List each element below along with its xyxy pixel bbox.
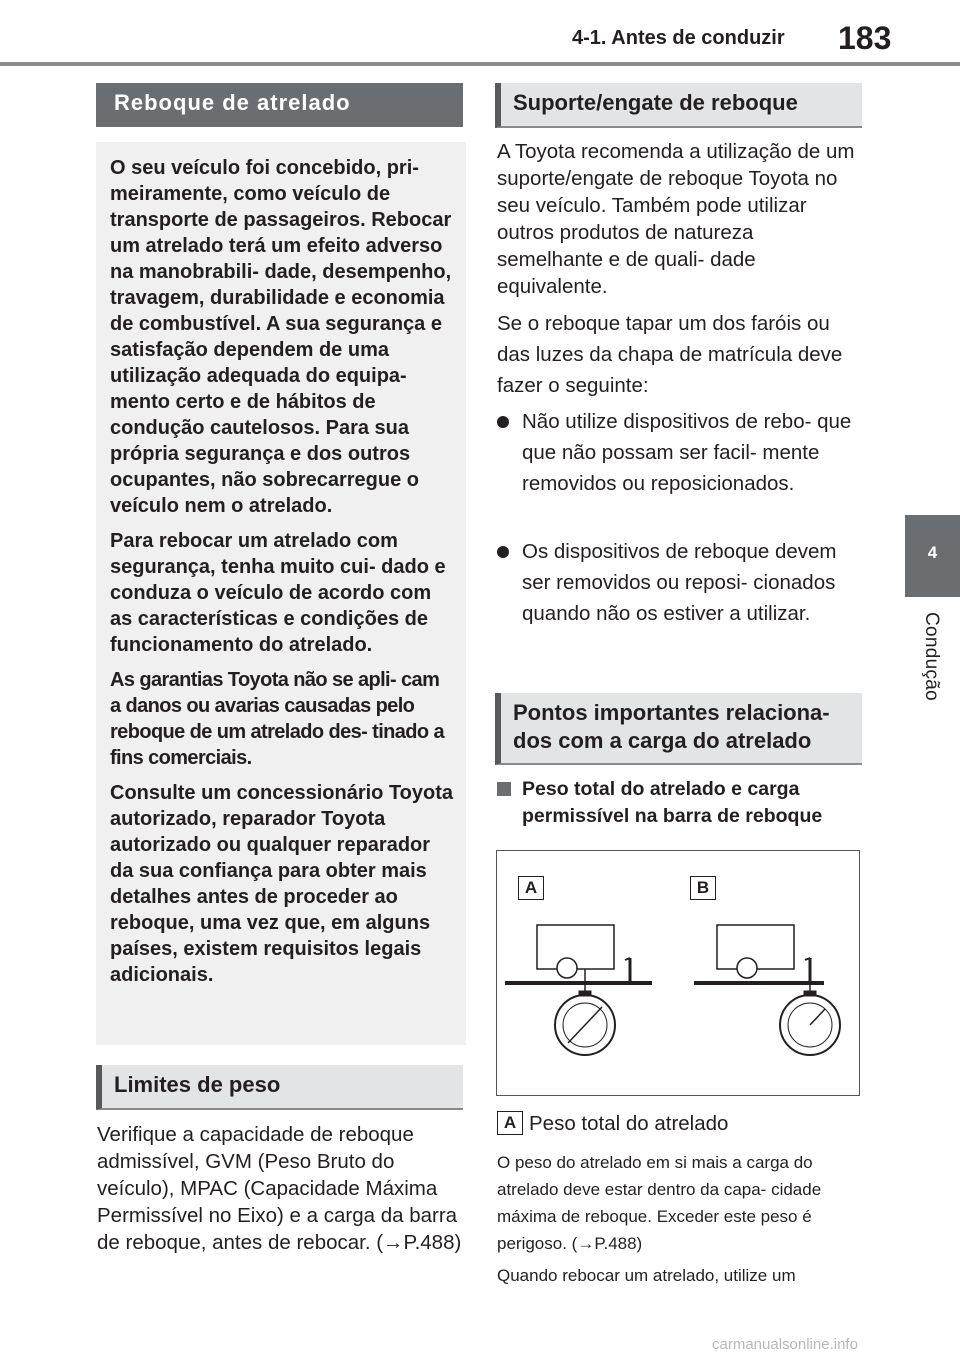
watermark: carmanualsonline.info (712, 1336, 858, 1353)
towing-note (497, 1262, 867, 1289)
warning-paragraph: As garantias Toyota não se apli- cam a danos ou avarias causadas pelo reboque de um atrelado des- tinado a fins comerciais. (110, 669, 445, 769)
caption-label: A (497, 1111, 523, 1135)
square-bullet-icon (497, 782, 511, 796)
bullet-dot-icon (497, 546, 509, 558)
bullet-item: Não utilize dispositivos de rebo- que que não possam ser facil- mente removidos ou reposicionados. (497, 406, 852, 499)
warning-box (96, 142, 466, 1045)
towing-paragraph: Quando rebocar um atrelado, utilize um (497, 1266, 796, 1285)
heading-tow-hitch: Suporte/engate de reboque (495, 83, 862, 128)
header-rule (0, 62, 960, 66)
chapter-name: Condução (921, 612, 942, 702)
warning-paragraph: Consulte um concessionário Toyota autorizado, reparador Toyota autorizado ou qualquer reparador da sua confiança para obter mais detalhes antes de proceder ao reboque, uma vez que, em alguns países, existem requisitos legais adicionais. (110, 782, 454, 986)
page-number: 183 (838, 20, 892, 56)
figure-caption (497, 1112, 728, 1137)
diagram-a-trailer-scale (505, 925, 652, 1055)
weight-diagram-graphic (497, 851, 861, 1097)
chapter-tab[interactable] (905, 515, 960, 597)
warning-paragraph: O seu veículo foi concebido, pri- meiramente, como veículo de transporte de passageiros. Rebocar um atrelado terá um efeito adverso na manobrabili- dade, desempenho, travagem, durabilidade e economia de combustível. A sua segurança e satisfação dependem de uma utilização adequada do equipa- mento certo e de hábitos de condução cautelosos. Para sua própria segurança e dos outros ocupantes, não sobrecarregue o veículo nem o atrelado. (110, 157, 452, 517)
bullet-item: Os dispositivos de reboque devem ser removidos ou reposi- cionados quando não os estiver a utilizar. (497, 536, 852, 629)
weight-limits-text (97, 1121, 462, 1256)
weight-diagram (496, 850, 860, 1096)
trailer-weight-paragraph: O peso do atrelado em si mais a carga do atrelado deve estar dentro da capa- cidade máxima de reboque. Exceder este peso é perigoso. (→P.488) (497, 1153, 822, 1253)
lights-text (497, 308, 857, 401)
tow-hitch-text (497, 138, 857, 300)
trailer-weight-note (497, 1149, 867, 1257)
subheading-total-weight: Peso total do atrelado e carga permissível na barra de reboque (497, 776, 867, 830)
weight-limits-paragraph: Verifique a capacidade de reboque admissível, GVM (Peso Bruto do veículo), MPAC (Capacidade Máxima Permissível no Eixo) e a carga da barra de reboque, antes de rebocar. (→P.488) (97, 1123, 462, 1254)
heading-weight-limits: Limites de peso (96, 1065, 463, 1110)
diagram-label-a: A (518, 876, 544, 900)
heading-trailer-towing: Reboque de atrelado (96, 83, 463, 127)
section-title: 4-1. Antes de conduzir (572, 27, 785, 49)
heading-trailer-load: Pontos importantes relaciona- dos com a carga do atrelado (495, 693, 862, 765)
warning-paragraph: Para rebocar um atrelado com segurança, tenha muito cui- dado e conduza o veículo de acordo com as características e condições de funcionamento do atrelado. (110, 530, 446, 656)
tow-hitch-paragraph: A Toyota recomenda a utilização de um suporte/engate de reboque Toyota no seu veículo. Também pode utilizar outros produtos de natureza semelhante e de quali- dade equivalente. (497, 140, 855, 298)
bullet-dot-icon (497, 416, 509, 428)
diagram-b-hitch-scale (694, 925, 840, 1055)
diagram-label-b: B (690, 876, 716, 900)
lights-paragraph: Se o reboque tapar um dos faróis ou das luzes da chapa de matrícula deve fazer o seguinte: (497, 312, 843, 397)
caption-text: Peso total do atrelado (529, 1112, 729, 1135)
chapter-number: 4 (927, 543, 938, 562)
